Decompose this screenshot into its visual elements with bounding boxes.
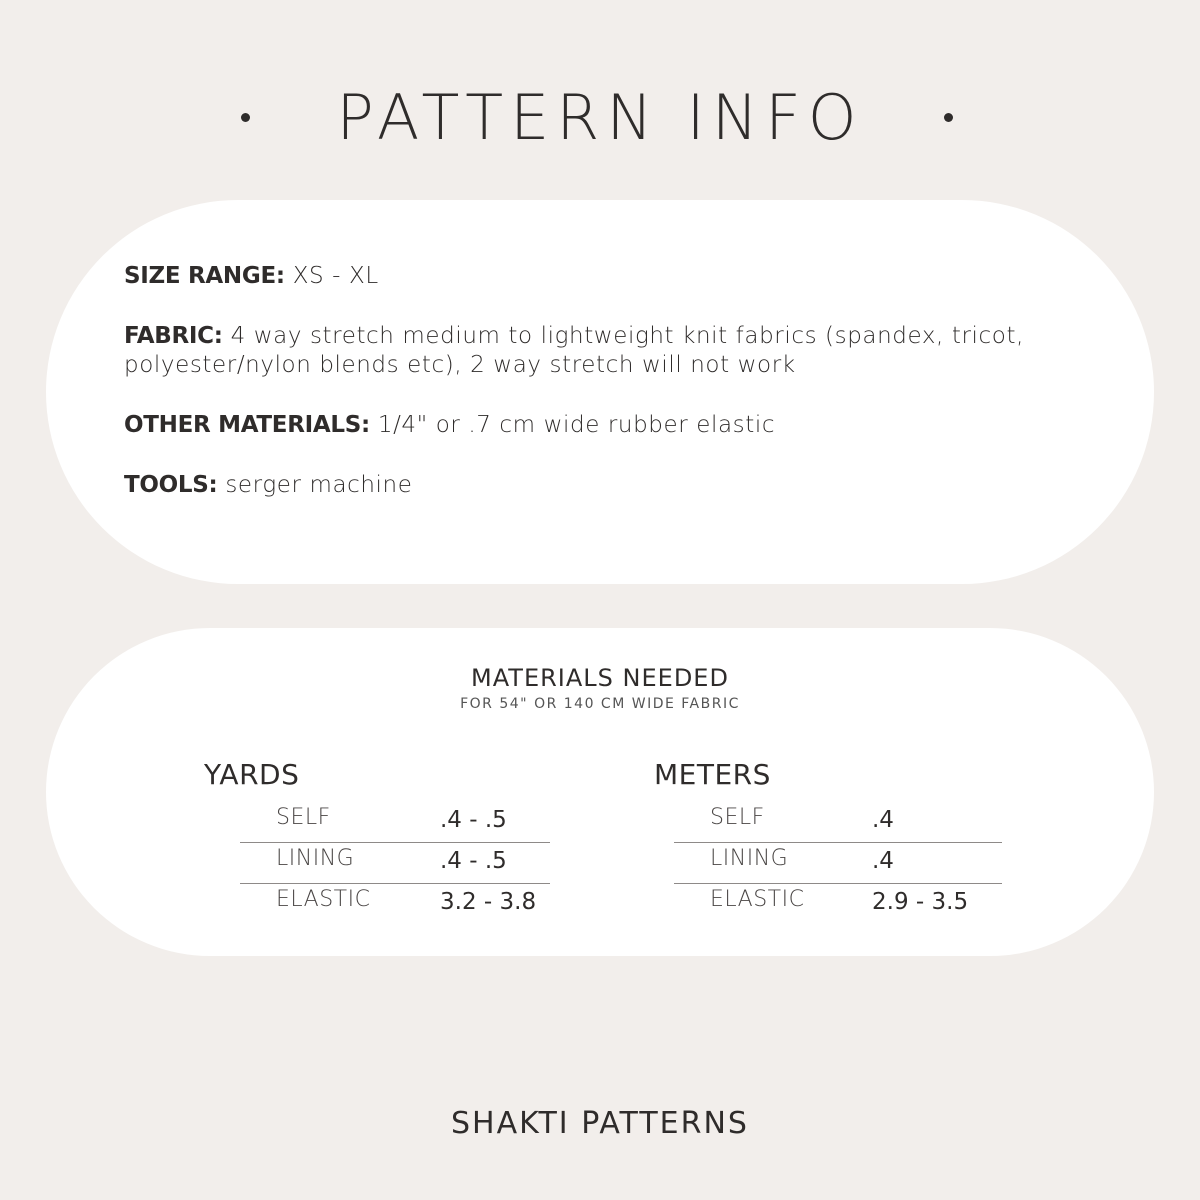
table-row	[240, 843, 550, 884]
page-header	[0, 78, 1200, 158]
row-label: SELF	[710, 805, 765, 830]
row-value: 2.9 - 3.5	[872, 889, 969, 915]
brand-footer: SHAKTI PATTERNS	[451, 1106, 749, 1141]
row-label: ELASTIC	[276, 887, 371, 912]
info-item-fabric	[124, 322, 1064, 380]
info-item-tools	[124, 471, 1064, 500]
row-value: 3.2 - 3.8	[440, 889, 537, 915]
row-label: SELF	[276, 805, 331, 830]
info-value: 1/4" or .7 cm wide rubber elastic	[369, 412, 776, 438]
row-value: .4 - .5	[440, 807, 507, 833]
row-label: ELASTIC	[710, 887, 805, 912]
table-row	[240, 802, 550, 843]
info-label: FABRIC:	[124, 323, 223, 349]
info-label: SIZE RANGE:	[124, 263, 285, 289]
materials-title: MATERIALS NEEDED	[471, 664, 729, 692]
table-row	[240, 884, 550, 924]
info-value: 4 way stretch medium to lightweight knit fabrics (spandex, tricot, polyester/nylon blends etc), 2 way stretch will not work	[124, 323, 1024, 378]
row-label: LINING	[710, 846, 789, 871]
meters-table	[674, 802, 1002, 924]
info-label: TOOLS:	[124, 472, 218, 498]
info-item-size-range	[124, 262, 1064, 291]
table-row	[674, 802, 1002, 843]
info-label: OTHER MATERIALS:	[124, 412, 370, 438]
meters-column	[654, 758, 969, 915]
info-list	[124, 262, 1064, 531]
table-row	[674, 843, 1002, 884]
yards-column	[204, 758, 537, 915]
info-value: serger machine	[217, 472, 413, 498]
page-title: PATTERN INFO	[336, 81, 864, 154]
pattern-info-card	[46, 200, 1154, 584]
meters-title: METERS	[654, 758, 771, 791]
dot-ornament-right	[944, 113, 953, 122]
yards-title: YARDS	[204, 758, 300, 791]
info-value: XS - XL	[284, 263, 379, 289]
info-item-other-materials	[124, 411, 1064, 440]
materials-subtitle: FOR 54" OR 140 CM WIDE FABRIC	[460, 696, 740, 712]
yards-table	[240, 802, 550, 924]
row-label: LINING	[276, 846, 355, 871]
row-value: .4	[872, 807, 894, 833]
table-row	[674, 884, 1002, 924]
row-value: .4 - .5	[440, 848, 507, 874]
materials-card	[46, 628, 1154, 956]
row-value: .4	[872, 848, 894, 874]
